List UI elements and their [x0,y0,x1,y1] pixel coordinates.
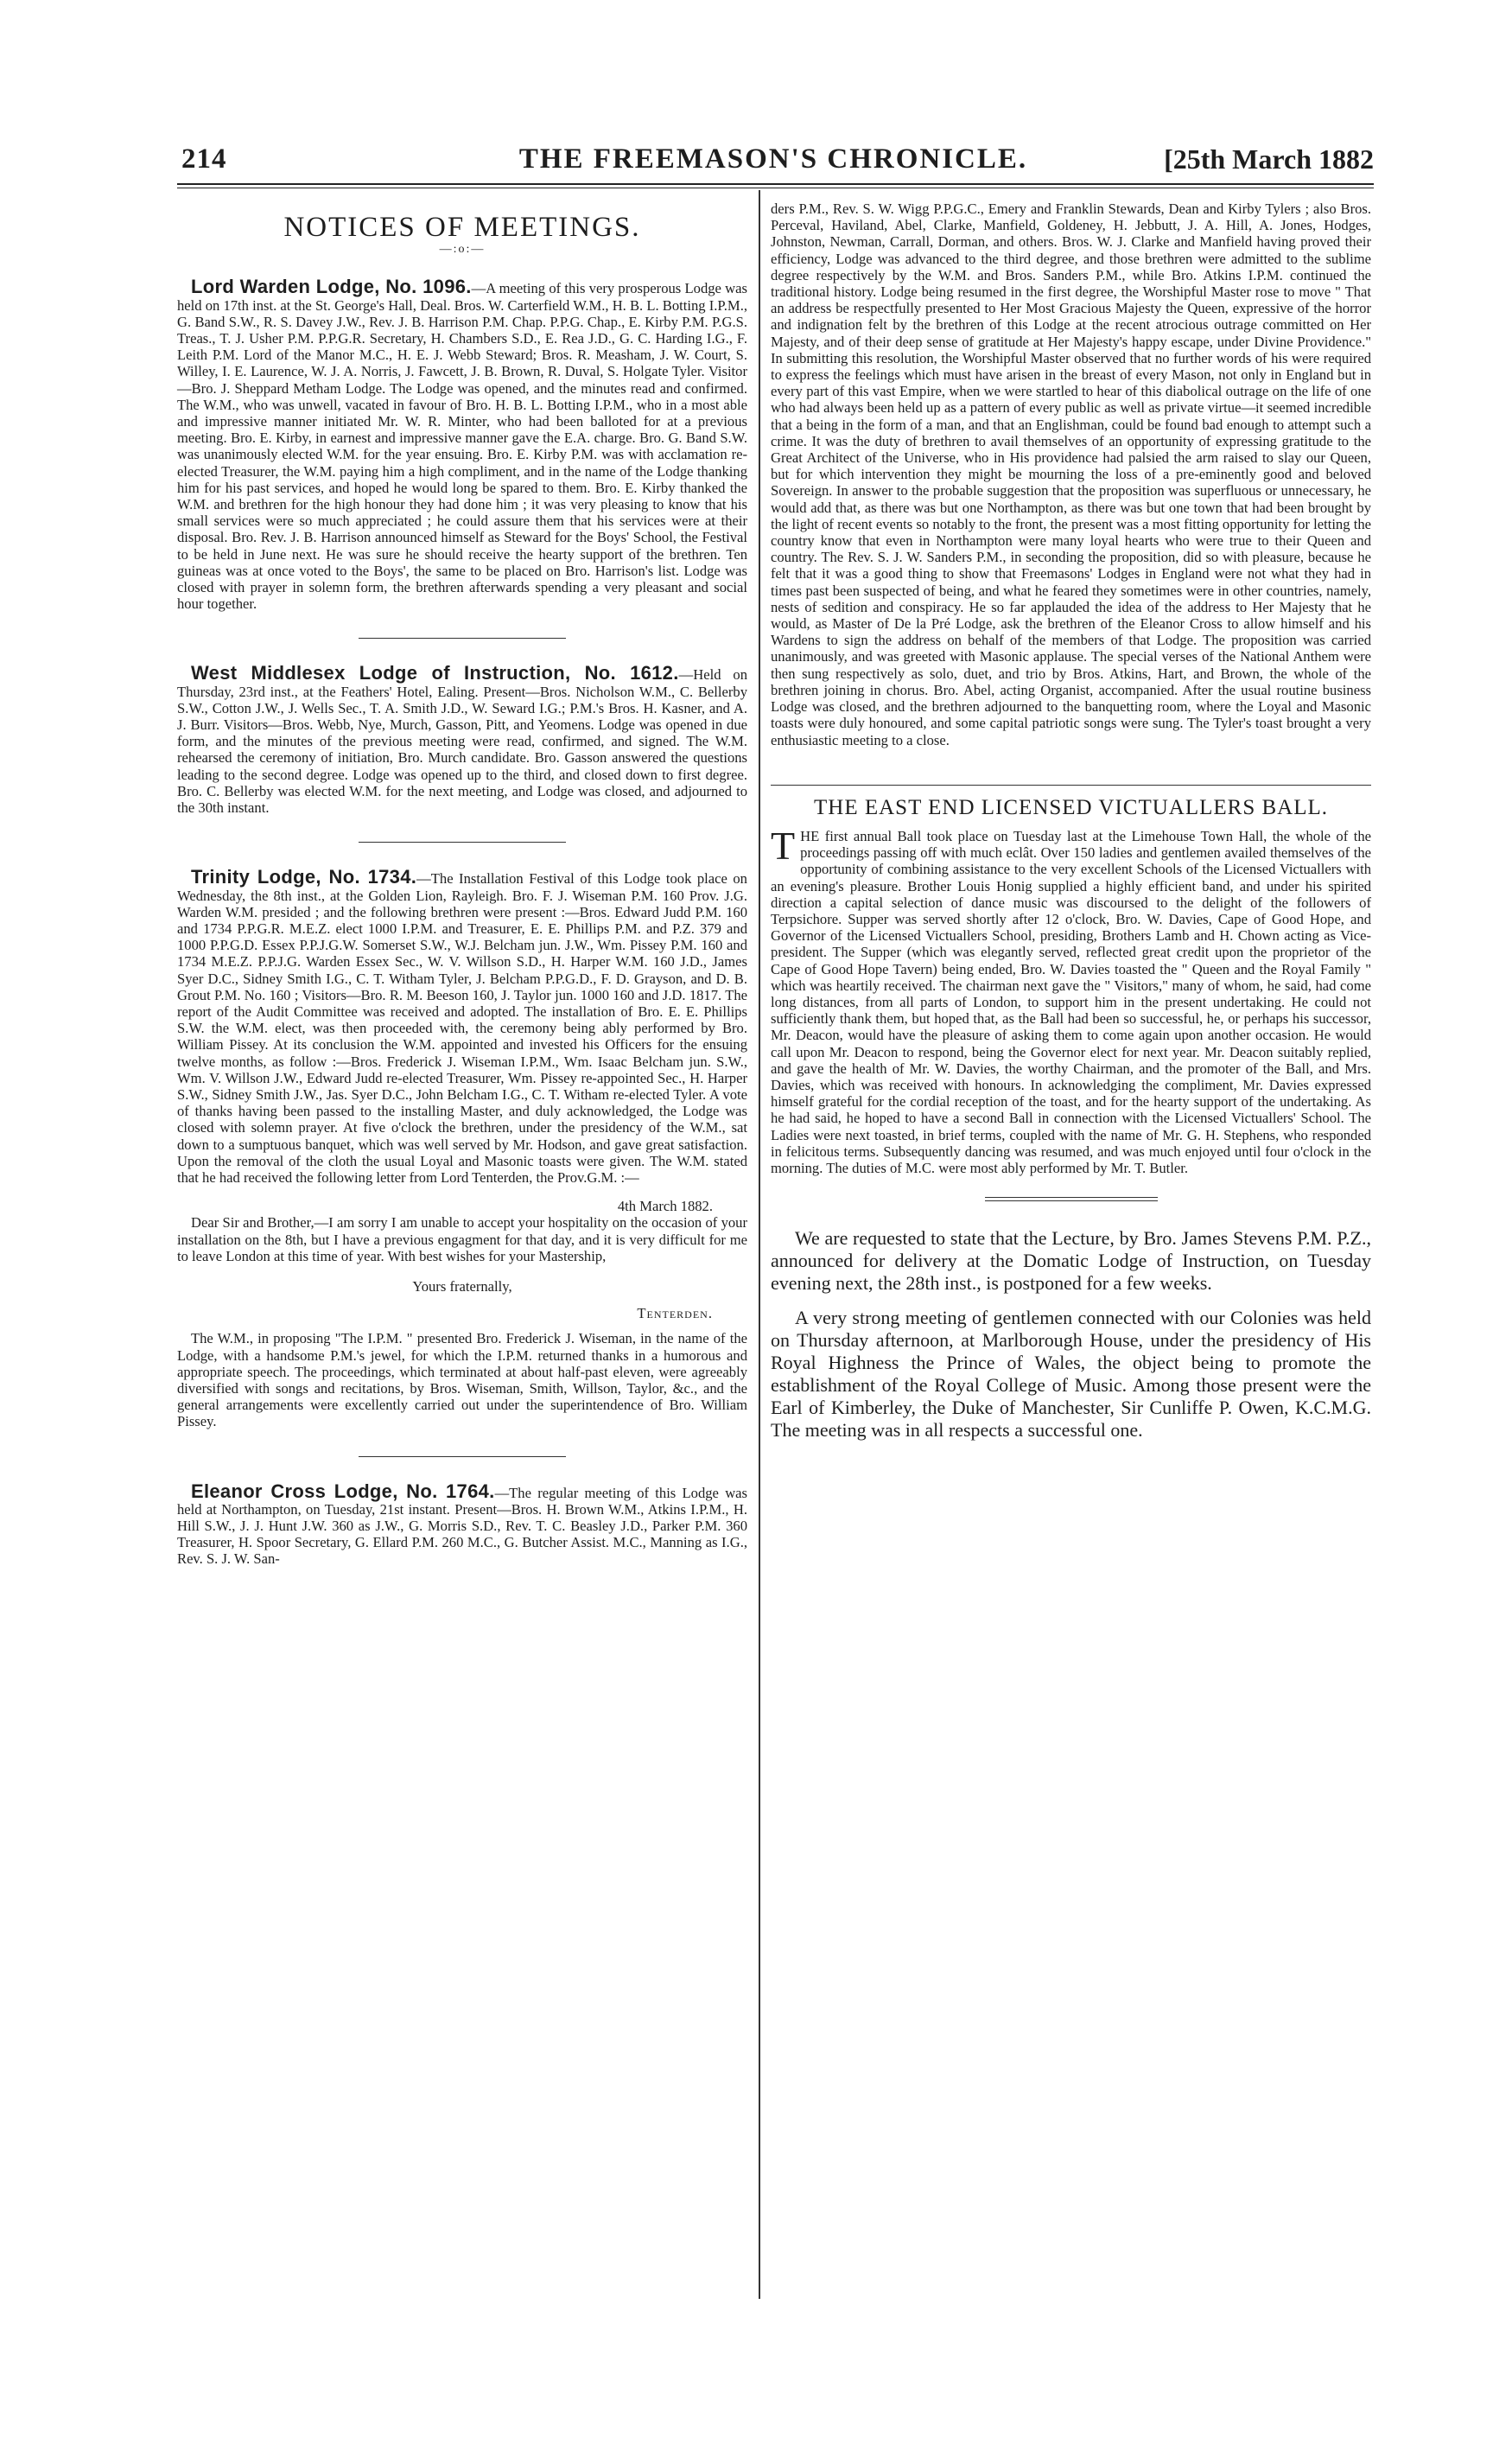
short-notices [771,1227,1371,1442]
separator-rule [359,1456,566,1457]
report-text: —A meeting of this very prosperous Lodge was held on 17th inst. at the St. George's Hall, Deal. Bros. W. Carterfield W.M., H. B. L. Botting I.P.M., G. Band S.W., R. S. Davey J.W., Rev. J. B. Harrison P.M. Chap. P.P.G. Chap., E. Kirby P.M. P.G.S. Treas., T. J. Usher P.M. P.P.G.R. Secretary, H. Chambers S.D., E. Rea J.D., G. C. Harding I.G., F. Leith P.M. Lord of the Manor M.C., H. E. J. Webb Steward; Bros. R. Measham, J. W. Court, S. Willey, I. E. Laurence, W. J. A. Norris, J. Fawcett, J. B. Brown, R. Duval, S. Holgate Tyler. Visitor—Bro. J. Sheppard Metham Lodge. The Lodge was opened, and the minutes read and confirmed. The W.M., who was unwell, vacated in favour of Bro. H. B. L. Botting I.P.M., who in a most able and impressive manner initiated Mr. W. R. Minter, who had been balloted for at a previous meeting. Bro. E. Kirby, in earnest and impressive manner gave the E.A. charge. Bro. G. Band S.W. was unanimously elected W.M. for the year ensuing. Bro. E. Kirby P.M. was with acclamation re-elected Treasurer, the W.M. paying him a high compliment, and in the name of the Lodge thanking him for his past services, and hoped he would long be spared to them. Bro. E. Kirby thanked the W.M. and brethren for the high honour they had done him ; it was very pleasing to know that his small services were so much appreciated ; he could assure them that his services were at their disposal. Bro. Rev. J. B. Harrison announced himself as Steward for the Boys' School, the Festival to be held in June next. He was sure he should receive the hearty support of the brethren. Ten guineas was at once voted to the Boys', the same to be placed on Bro. Harrison's list. Lodge was closed with prayer in solemn form, the brethren afterwards spending a very pleasant and social hour together. [177,280,747,613]
running-head [173,138,1374,185]
lodge-heading: Trinity Lodge, No. 1734. [191,866,417,888]
separator-rule [985,1197,1158,1201]
issue-date: [25th March 1882 [1164,143,1374,175]
report-text: —The Installation Festival of this Lodge took place on Wednesday, the 8th inst., at the Golden Lion, Rayleigh. Bro. F. J. Wiseman P.M. 160 Prov. J.G. Warden W.M. presided ; and the following brethren were present :—Bros. Edward Judd P.M. 160 and 1734 P.P.G.R. M.E.Z. elect 1000 I.P.M. and Treasurer, E. E. Phillips P.M. and P.Z. 379 and 1000 P.P.G.D. Essex P.P.J.G.W. Somerset S.W., W.J. Belcham jun. J.W., Wm. Pissey P.M. 160 and 1734 M.E.Z. P.P.J.G. Warden Essex Sec., W. V. Willson S.D., H. Harper W.M. 160 J.D., James Syer D.C., Sidney Smith I.G., C. T. Witham Tyler, J. Belcham P.P.G.D., F. D. Grayson, and D. B. Grout P.M. No. 160 ; Visitors—Bro. R. M. Beeson 160, J. Taylor jun. 1000 160 and J.D. 1817. The report of the Audit Committee was received and adopted. The installation of Bro. E. E. Phillips S.W. the W.M. elect, was then proceeded with, the ceremony being ably performed by Bro. William Pissey. At its conclusion the W.M. appointed and invested his Officers for the ensuing twelve months, as follow :—Bros. Frederick J. Wiseman I.P.M., Wm. Isaac Belcham jun. S.W., Wm. V. Willson J.W., Edward Judd re-elected Treasurer, Wm. Pissey re-appointed Sec., H. Harper S.W., Sidney Smith J.W., Jas. Syer D.C., John Belcham I.G., C. T. Witham re-elected Tyler. A vote of thanks having been passed to the installing Master, and duly acknowledged, the Lodge was closed with solemn prayer. At five o'clock the brethren, under the presidency of the W.M., sat down to a sumptuous banquet, which was well served by Mr. Hodson, and gave great satisfaction. Upon the removal of the cloth the usual Loyal and Masonic toasts were given. The W.M. stated that he had received the following letter from Lord Tenterden, the Prov.G.M. :— [177,870,747,1186]
notice-college: A very strong meeting of gentlemen connected with our Colonies was held on Thursday afternoon, at Marlborough House, under the presidency of His Royal Highness the Prince of Wales, the object being to promote the establishment of the Royal College of Music. Among those present were the Earl of Kimberley, the Duke of Manchester, Sir Cunliffe P. Owen, K.C.M.G. The meeting was in all respects a successful one. [771,1307,1371,1442]
section-ornament: —:o:— [439,243,486,257]
right-column [771,201,1371,1454]
lodge-heading: Lord Warden Lodge, No. 1096. [191,276,472,298]
separator-rule [359,638,566,639]
trinity-after: The W.M., in proposing "The I.P.M. " presented Bro. Frederick J. Wiseman, in the name of the Lodge, with a handsome P.M.'s jewel, for which the I.P.M. returned thanks in a humorous and appropriate speech. The proceedings, which terminated at about half-past eleven, were agreeably diversified with songs and recitations, by Bros. Wiseman, Smith, Willson, Taylor, &c., and the general arrangements were excellently carried out under the superintendence of Bro. William Pissey. [177,1330,747,1430]
lord-warden-report [177,278,747,612]
lodge-heading: West Middlesex Lodge of Instruction, No. 1612. [191,662,679,684]
drop-cap: T [771,823,796,868]
ball-heading: THE EAST END LICENSED VICTUALLERS BALL. [771,785,1371,816]
letter-date: 4th March 1882. [617,1198,713,1215]
column-divider [759,190,760,2299]
ball-report [771,823,1371,1176]
letter-text: Dear Sir and Brother,—I am sorry I am unable to accept your hospitality on the occasion of your installation on the 8th, but I have a previous engagment for that day, and it is very difficult for me to leave London at this time of year. With best wishes for your Mastership, [177,1214,747,1264]
notice-lecture: We are requested to state that the Lecture, by Bro. James Stevens P.M. P.Z., announced for delivery at the Domatic Lodge of Instruction, on Tuesday evening next, the 28th inst., is postponed for a few weeks. [771,1227,1371,1295]
eleanor-cross-report [177,1480,747,1568]
separator-rule [359,842,566,843]
page-number: 214 [181,143,227,175]
publication-title: THE FREEMASON'S CHRONICLE. [518,143,1028,175]
letter-closing: Yours fraternally, [412,1277,512,1295]
header-rule [177,183,1374,185]
report-text: —The regular meeting of this Lodge was held at Northampton, on Tuesday, 21st instant. Present—Bros. H. Brown W.M., Atkins I.P.M., H. Hill S.W., J. J. Hunt J.W. 360 as J.W., G. Morris S.D., Rev. T. C. Beasley J.D., Parker P.M. 360 Treasurer, H. Spoor Secretary, G. Ellard P.M. 260 M.C., G. Butcher Assist. M.C., Manning as I.G., Rev. S. J. W. San- [177,1484,747,1568]
letter-signature: Tenterden. [637,1305,713,1322]
report-text: —Held on Thursday, 23rd inst., at the Feathers' Hotel, Ealing. Present—Bros. Nicholson W.M., C. Bellerby S.W., Cotton J.W., J. Wells Sec., T. A. Smith J.D., W. Seward I.G.; P.M.'s Bros. H. Kasner, and A. J. Burr. Visitors—Bros. Webb, Nye, Murch, Gasson, Pitt, and Yeomens. Lodge was opened in due form, and the minutes of the previous meeting were read, confirmed, and signed. The W.M. rehearsed the ceremony of initiation, Bro. Murch candidate. Bro. Gasson answered the questions leading to the second degree. Lodge was opened up to the third, and closed down to first degree. Bro. C. Bellerby was elected W.M. for the next meeting, and Lodge was closed, and adjourned to the 30th instant. [177,666,748,817]
ball-text: HE first annual Ball took place on Tuesday last at the Limehouse Town Hall, the whole of the proceedings passing off with much eclât. Over 150 ladies and gentlemen availed themselves of the opportunity of combining assistance to the very excellent Schools of the Licensed Victuallers with an evening's pleasure. Brother Louis Honig supplied a highly efficient band, and under his spirited direction a capital selection of dance music was discoursed to the delight of the followers of Terpsichore. Supper was served shortly after 12 o'clock, Bro. W. Davies, Cape of Good Hope, and Governor of the Licensed Victuallers School, presiding, Brothers Lamb and H. Chown acting as Vice-president. The Supper (which was elegantly served, reflected great credit upon the proprietor of the Cape of Good Hope Tavern) being ended, Bro. W. Davies toasted the " Queen and the Royal Family " which was heartily received. The chairman next gave the " Visitors," many of whom, he said, had come long distances, from all parts of London, to support him in the present undertaking. He could not sufficiently thank them, but hoped that, as the Ball had been so successful, he, or perhaps his successor, Mr. Deacon, would have the pleasure of asking them to come again upon another occasion. He would call upon Mr. Deacon to respond, being the Governor elect for next year. Mr. Deacon suitably replied, and gave the health of Mr. W. Davies, the worthy Chairman, and the promoter of the Ball, and Mrs. Davies, which was received with honours. In acknowledging the compliment, Mr. Davies expressed himself grateful for the cordial reception of the toast, and for the hearty support of the undertaking. As he had said, he hoped to have a second Ball in connection with the Licensed Victuallers' School. The Ladies were next toasted, in brief terms, coupled with the name of Mr. G. H. Stephens, who responded in felicitous terms. Subsequently dancing was resumed, and was much enjoyed until four o'clock in the morning. The duties of M.C. were most ably performed by Mr. T. Butler. [771,827,1371,1176]
lodge-heading: Eleanor Cross Lodge, No. 1764. [191,1480,495,1502]
section-title: NOTICES OF MEETINGS. [283,212,641,243]
left-column [177,201,747,1568]
west-middlesex-report [177,662,748,817]
trinity-report [177,866,747,1186]
eleanor-cross-continued: ders P.M., Rev. S. W. Wigg P.P.G.C., Emery and Franklin Stewards, Dean and Kirby Tylers ; also Bros. Perceval, Haviland, Abel, Clarke, Manfield, Goldeney, H. Jebbutt, J. A. Hill, A. Jones, Hodges, Johnston, Newman, Carrall, Dorman, and others. Bros. W. J. Clarke and Manfield having proved their efficiency, Lodge was advanced to the third degree, and those brethren were admitted to the sublime degree respectively by the W.M. and Bros. Sanders P.M., while Bro. Atkins I.P.M. continued the traditional history. Lodge being resumed in the first degree, the Worshipful Master rose to move " That an address be respectfully presented to Her Most Gracious Majesty the Queen, expressive of the horror and indignation felt by the brethren of this Lodge at the recent atrocious outrage committed on Her Majesty, and of their deep sense of gratitude at Her Majesty's happy escape, under Divine Providence." In submitting this resolution, the Worshipful Master observed that no further words of his were required to express the feelings which must have arisen in the breast of every Mason, not only in England but in every part of this vast Empire, when we were startled to hear of this diabolical outrage on the life of one who had always been held up as a pattern of every public as well as private virtue—it seemed incredible that a being in the form of a man, and that an Englishman, could be found bad enough to attempt such a crime. It was the duty of brethren to avail themselves of an opportunity of expressing gratitude to the Great Architect of the Universe, who in His providence had palsied the arm raised to slay our Queen, but for which intervention they might be mourning the loss of a pre-eminently good and beloved Sovereign. In answer to the probable suggestion that the proposition was superfluous or unnecessary, he would add that, as there was but one Northampton, as there was but one town that had been brought by the light of recent events so notably to the front, the present was a most fitting opportunity for letting the country know that even in Northampton were many loyal hearts who were true to their Queen and country. The Rev. S. J. W. Sanders P.M., in seconding the proposition, did so with pleasure, because he felt that it was a good thing to show that Freemasons' Lodges in England were not what they had in times past been suspected of being, and what he feared they sometimes were in other countries, namely, nests of sedition and conspiracy. He so far applauded the idea of the address to Her Majesty that he would, as Master of De la Pré Lodge, ask the brethren of the Eleanor Cross to allow himself and his Wardens to sign the address on behalf of the members of that Lodge. The proposition was carried unanimously, and was greeted with Masonic applause. The special verses of the National Anthem were then sung respectively as solo, duet, and trio by Bros. Atkins, Hart, and Brown, the whole of the brethren joining in chorus. Bro. Abel, acting Organist, accompanied. After the usual routine business Lodge was closed, and the brethren adjourned to the banquetting room, where the Loyal and Masonic toasts were duly honoured, and some capital patriotic songs were sung. The Tyler's toast brought a very enthusiastic meeting to a close. [771,201,1371,748]
